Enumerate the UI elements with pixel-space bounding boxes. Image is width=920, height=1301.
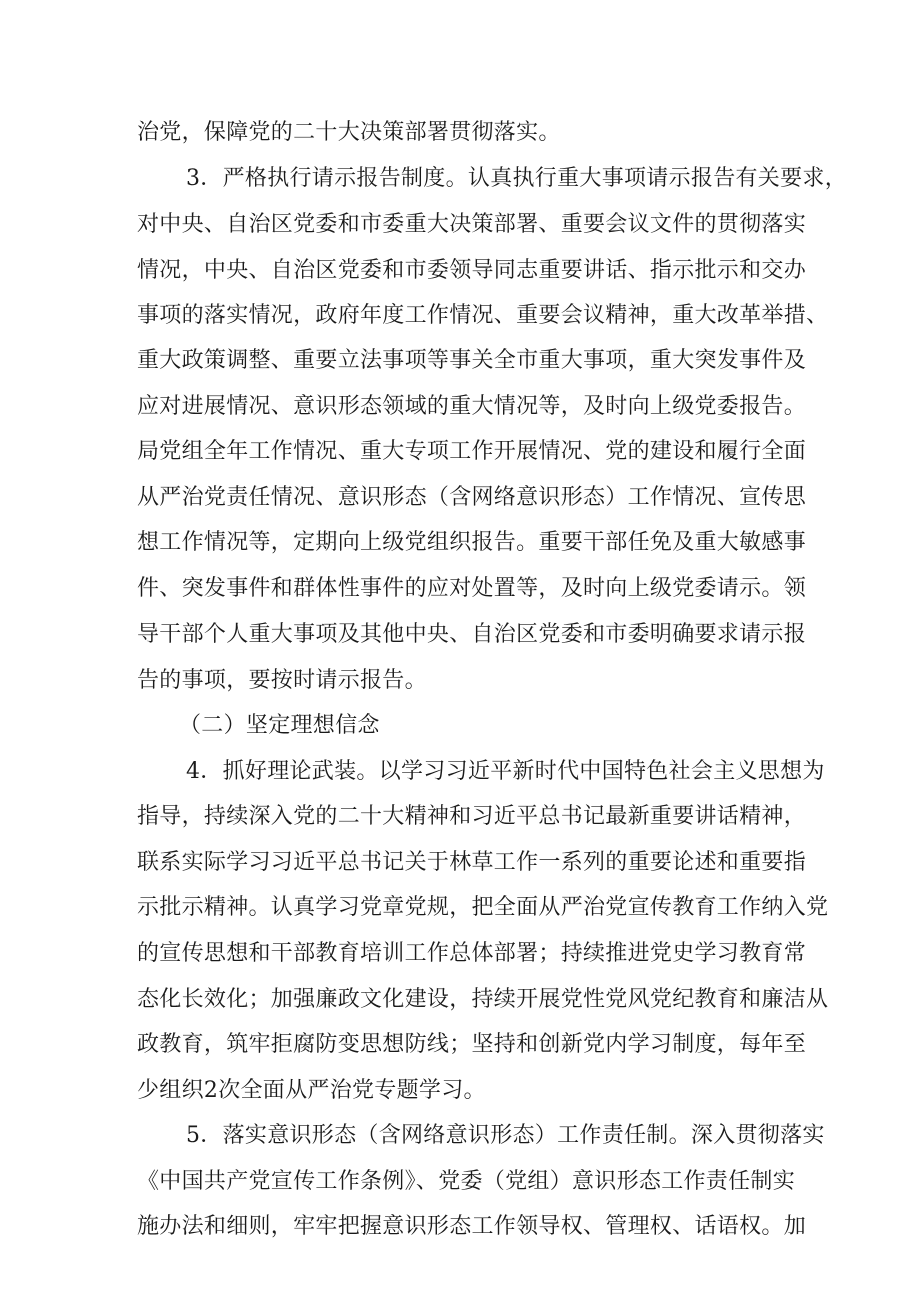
text-line: 联系实际学习习近平总书记关于林草工作一系列的重要论述和重要指	[137, 850, 807, 875]
text-line: 指导，持续深入党的二十大精神和习近平总书记最新重要讲话精神，	[137, 804, 807, 829]
section-heading: （二）坚定理想信念	[179, 713, 380, 738]
paragraph-5-start: 5．落实意识形态（含网络意识形态）工作责任制。深入贯彻落实	[186, 1123, 825, 1148]
text-line: 想工作情况等，定期向上级党组织报告。重要干部任免及重大敏感事	[137, 530, 807, 555]
text-line: 政教育，筑牢拒腐防变思想防线；坚持和创新党内学习制度，每年至	[137, 1032, 807, 1057]
text-line: 导干部个人重大事项及其他中央、自治区党委和市委明确要求请示报	[137, 622, 807, 647]
text-line: 事项的落实情况，政府年度工作情况、重要会议精神，重大改革举措、	[137, 303, 829, 328]
text-line: 从严治党责任情况、意识形态（含网络意识形态）工作情况、宣传思	[137, 485, 807, 510]
text-line: 应对进展情况、意识形态领域的重大情况等，及时向上级党委报告。	[137, 394, 807, 419]
text-line: 少组织2次全面从严治党专题学习。	[137, 1078, 486, 1103]
text-line: 《中国共产党宣传工作条例》、党委（党组）意识形态工作责任制实	[137, 1169, 796, 1194]
text-line: 施办法和细则，牢牢把握意识形态工作领导权、管理权、话语权。加	[137, 1214, 807, 1239]
text-line: 局党组全年工作情况、重大专项工作开展情况、党的建设和履行全面	[137, 439, 807, 464]
paragraph-4-start: 4．抓好理论武装。以学习习近平新时代中国特色社会主义思想为	[186, 759, 825, 784]
text-line: 态化长效化；加强廉政文化建设，持续开展党性党风党纪教育和廉洁从	[137, 987, 829, 1012]
text-line: 的宣传思想和干部教育培训工作总体部署；持续推进党史学习教育常	[137, 941, 807, 966]
paragraph-3-start: 3．严格执行请示报告制度。认真执行重大事项请示报告有关要求，	[186, 166, 847, 191]
text-line: 告的事项，要按时请示报告。	[137, 668, 427, 693]
text-line: 对中央、自治区党委和市委重大决策部署、重要会议文件的贯彻落实	[137, 212, 807, 237]
text-line: 件、突发事件和群体性事件的应对处置等，及时向上级党委请示。领	[137, 576, 807, 601]
text-line: 示批示精神。认真学习党章党规，把全面从严治党宣传教育工作纳入党	[137, 895, 829, 920]
text-line: 重大政策调整、重要立法事项等事关全市重大事项，重大突发事件及	[137, 348, 807, 373]
text-line: 治党，保障党的二十大决策部署贯彻落实。	[137, 120, 561, 145]
text-line: 情况，中央、自治区党委和市委领导同志重要讲话、指示批示和交办	[137, 258, 807, 283]
